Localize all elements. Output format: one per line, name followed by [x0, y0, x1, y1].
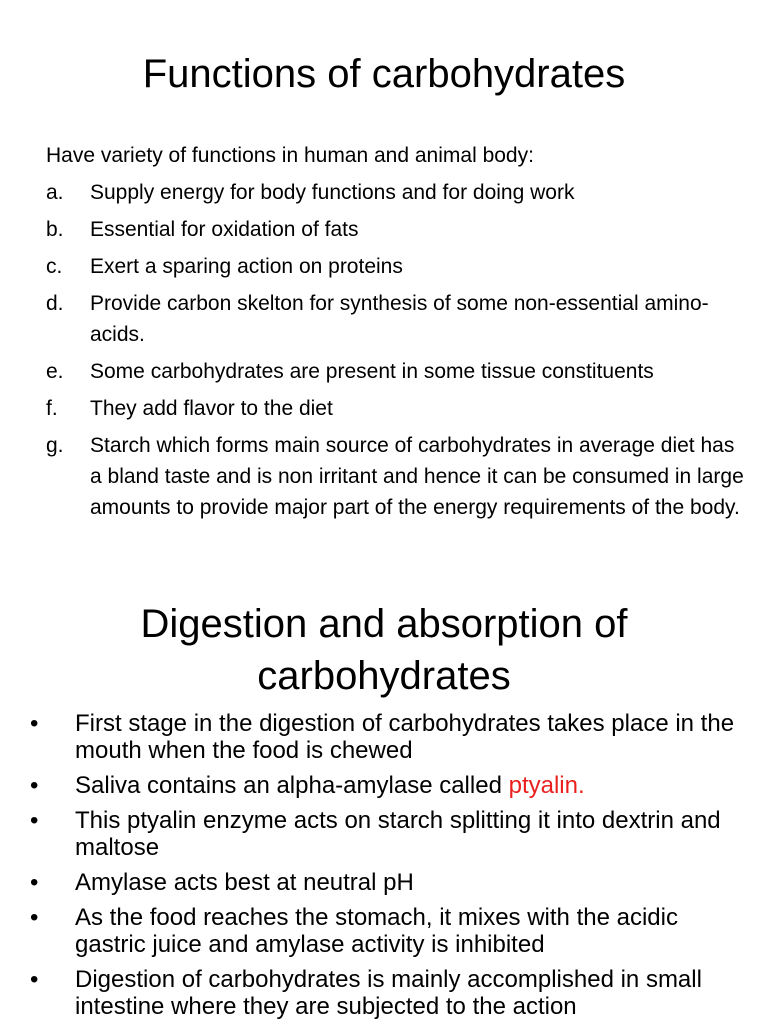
bullet-text: Digestion of carbohydrates is mainly accomplished in small intestine where they are subjected to the action — [75, 966, 702, 1020]
list-item-letter: d. — [46, 292, 64, 315]
list-item — [30, 869, 740, 896]
list-item — [46, 177, 746, 208]
list-item-letter: b. — [46, 218, 64, 241]
list-item-text: Provide carbon skelton for synthesis of some non-essential amino-acids. — [90, 292, 709, 346]
list-item-letter: f. — [46, 397, 58, 420]
list-item-letter: a. — [46, 181, 64, 204]
section-title-line-2: carbohydrates — [257, 654, 511, 698]
functions-section — [46, 140, 746, 529]
list-item — [46, 214, 746, 245]
bullet-icon: • — [30, 869, 39, 896]
bullet-icon: • — [30, 710, 39, 737]
bullet-text: This ptyalin enzyme acts on starch splitting it into dextrin and maltose — [75, 807, 721, 861]
list-item — [46, 288, 746, 350]
list-item — [30, 772, 740, 799]
list-item — [46, 356, 746, 387]
section-title-line-1: Digestion and absorption of — [140, 602, 628, 646]
list-item-text: Essential for oxidation of fats — [90, 218, 359, 241]
list-item — [46, 430, 746, 523]
list-item — [30, 904, 740, 958]
bullet-icon: • — [30, 772, 39, 799]
list-item-text: They add flavor to the diet — [90, 397, 333, 420]
bullet-icon: • — [30, 966, 39, 993]
highlighted-term: ptyalin. — [508, 772, 585, 799]
list-item-text: Some carbohydrates are present in some tissue constituents — [90, 360, 654, 383]
bullet-text: First stage in the digestion of carbohydrates takes place in the mouth when the food is chewed — [75, 710, 735, 764]
list-item-text: Supply energy for body functions and for doing work — [90, 181, 575, 204]
bullet-text: As the food reaches the stomach, it mixes with the acidic gastric juice and amylase activity is inhibited — [75, 904, 678, 958]
list-item — [30, 710, 740, 764]
list-item — [46, 251, 746, 282]
bullet-text: Amylase acts best at neutral pH — [75, 869, 414, 896]
list-item — [30, 966, 740, 1020]
list-item-text: Starch which forms main source of carbohydrates in average diet has a bland taste and is non irritant and hence it can be consumed in large amounts to provide major part of the energy requirements of the body. — [90, 434, 744, 519]
list-item — [46, 393, 746, 424]
list-item — [30, 807, 740, 861]
list-item-letter: g. — [46, 434, 64, 457]
list-item-text: Exert a sparing action on proteins — [90, 255, 403, 278]
bullet-text: Saliva contains an alpha-amylase called — [75, 772, 509, 799]
bullet-icon: • — [30, 807, 39, 834]
list-item-letter: c. — [46, 255, 63, 278]
functions-list — [46, 177, 746, 523]
section-title-digestion — [0, 598, 768, 702]
digestion-section — [30, 710, 740, 1024]
bullet-icon: • — [30, 904, 39, 931]
functions-intro: Have variety of functions in human and animal body: — [46, 144, 534, 167]
list-item-letter: e. — [46, 360, 64, 383]
digestion-bullet-list — [30, 710, 740, 1020]
section-title-functions: Functions of carbohydrates — [142, 52, 626, 96]
